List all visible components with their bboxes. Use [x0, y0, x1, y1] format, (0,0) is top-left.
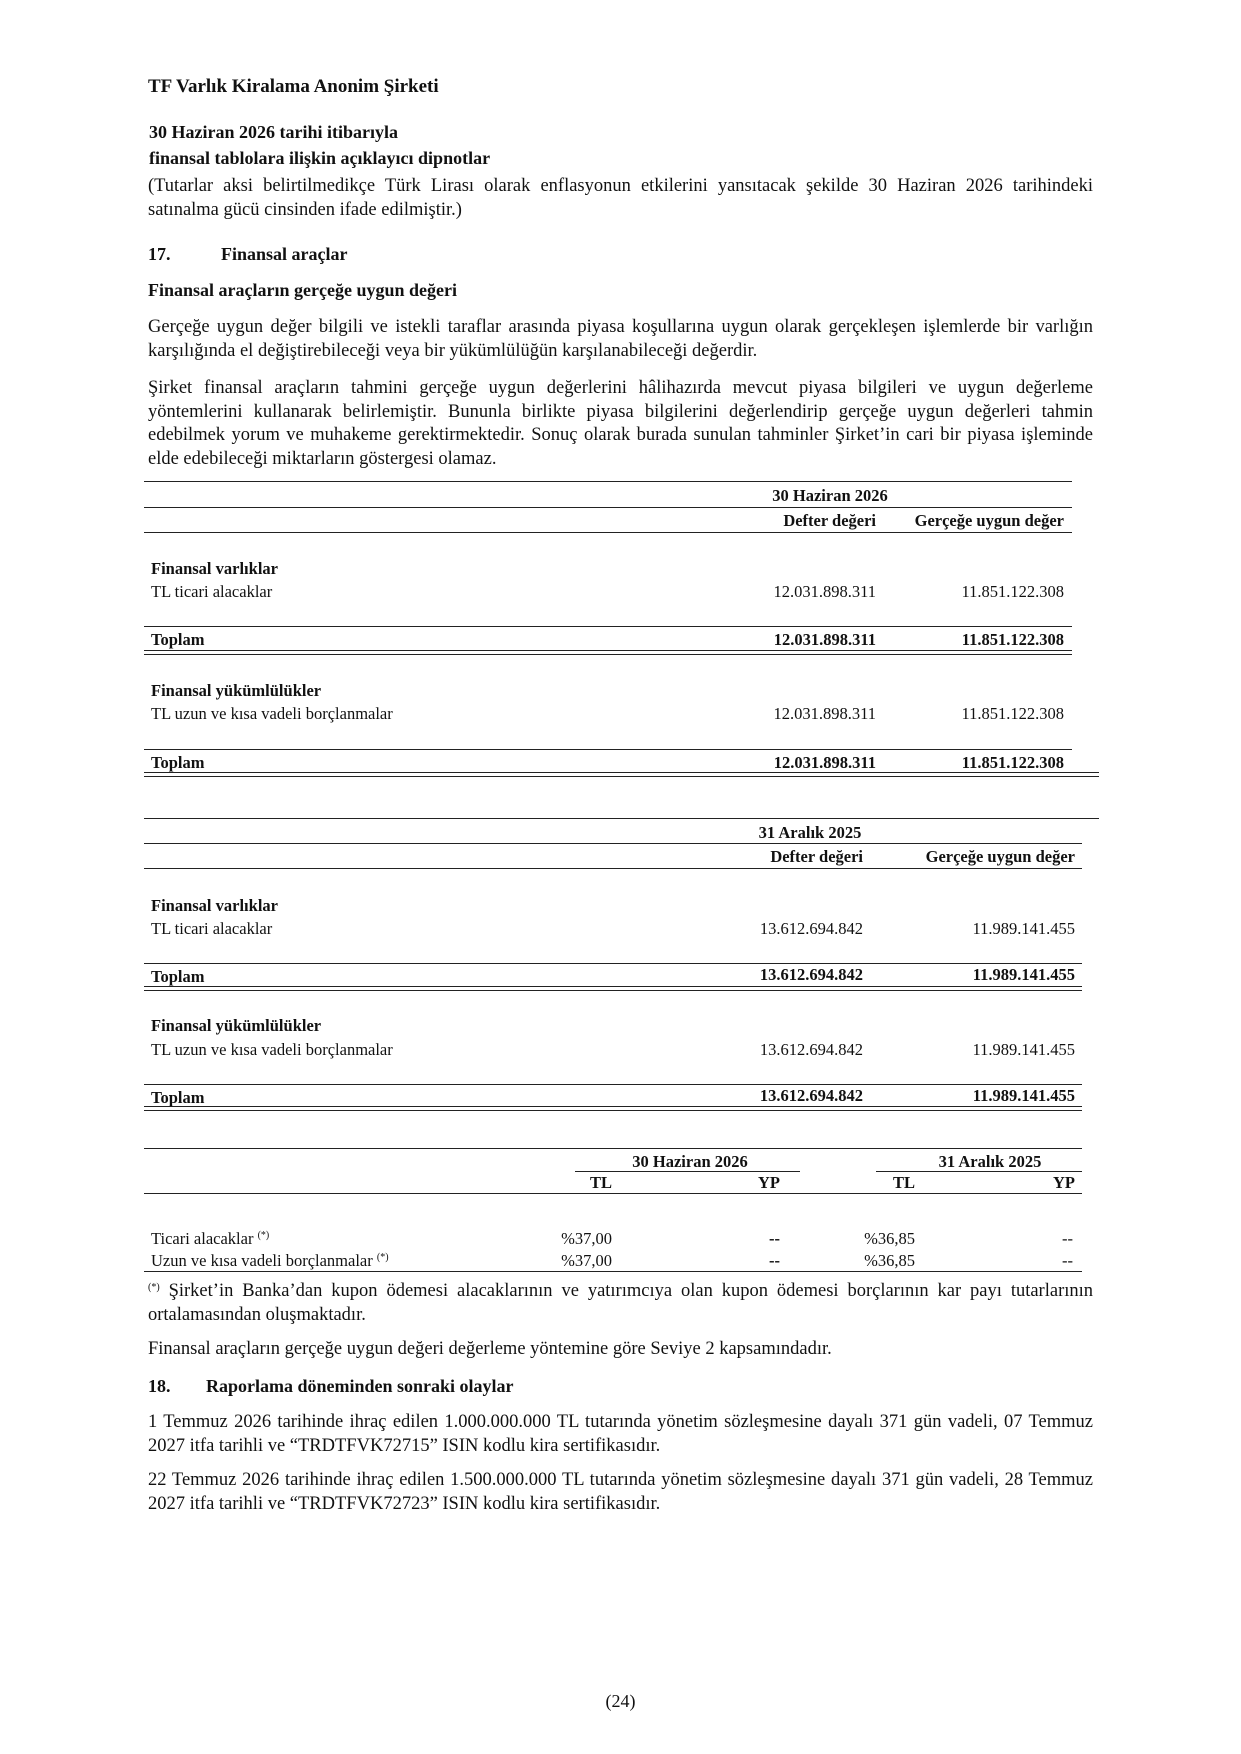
page-number: (24) [605, 1691, 636, 1711]
fair-value-level-note: Finansal araçların gerçeğe uygun değeri değerleme yöntemine göre Seviye 2 kapsamındadır. [148, 1339, 832, 1359]
subsequent-event-1: 1 Temmuz 2026 tarihinde ihraç edilen 1.000.000.000 TL tutarında yönetim sözleşmesine dayalı 371 gün vadeli, 07 Temmuz 2027 itfa tarihli ve “TRDTFVK72715” ISIN kodlu kira sertifikasıdır. [148, 1412, 1093, 1456]
table1-col-fair-value: Gerçeğe uygun değer [914, 511, 1064, 530]
table2-period: 31 Aralık 2025 [758, 823, 862, 842]
subsequent-event-2: 22 Temmuz 2026 tarihinde ihraç edilen 1.500.000.000 TL tutarında yönetim sözleşmesine dayalı 371 gün vadeli, 28 Temmuz 2027 itfa tarihli ve “TRDTFVK72723” ISIN kodlu kira sertifikasıdır. [148, 1470, 1093, 1514]
table1-assets-label: TL ticari alacaklar [151, 582, 273, 601]
table1-liab-total-fair: 11.851.122.308 [961, 753, 1064, 772]
table2-assets-title: Finansal varlıklar [151, 896, 278, 915]
table1-liab-total-book: 12.031.898.311 [773, 753, 876, 772]
table1-assets-title: Finansal varlıklar [151, 559, 278, 578]
table3-row-borrowings-tl-2026: %37,00 [561, 1251, 612, 1270]
table3-row-borrowings-label: Uzun ve kısa vadeli borçlanmalar (*) [151, 1251, 389, 1270]
company-name: TF Varlık Kiralama Anonim Şirketi [148, 76, 439, 97]
table3-tl-2025: TL [892, 1173, 915, 1192]
table3-tl-2026: TL [589, 1173, 612, 1192]
table2-liab-total-label: Toplam [151, 1088, 205, 1107]
fair-value-subheading: Finansal araçların gerçeğe uygun değeri [148, 280, 457, 300]
table2-assets-fair: 11.989.141.455 [972, 919, 1075, 938]
table3-row-receivables-yp-2025: -- [1062, 1229, 1073, 1248]
table2-assets-book: 13.612.694.842 [759, 919, 863, 938]
table1-assets-total-book: 12.031.898.311 [773, 630, 876, 649]
table3-period-2026: 30 Haziran 2026 [632, 1152, 748, 1171]
currency-note: (Tutarlar aksi belirtilmedikçe Türk Lirası olarak enflasyonun etkilerini yansıtacak şekilde 30 Haziran 2026 tarihindeki satınalma gücü cinsinden ifade edilmiştir.) [148, 176, 1093, 220]
table2-assets-total-book: 13.612.694.842 [759, 965, 863, 984]
report-subtitle: finansal tablolara ilişkin açıklayıcı dipnotlar [149, 148, 491, 168]
table3-row-borrowings-yp-2025: -- [1062, 1251, 1073, 1270]
table3-row-borrowings-tl-2025: %36,85 [864, 1251, 915, 1270]
table2-liab-total-book: 13.612.694.842 [759, 1086, 863, 1105]
table3-row-receivables-yp-2026: -- [769, 1229, 780, 1248]
section-17-number: 17. [148, 244, 171, 264]
table1-assets-total-label: Toplam [151, 630, 205, 649]
section-18-number: 18. [148, 1376, 171, 1396]
table3-yp-2026: YP [758, 1173, 780, 1192]
table1-liab-total-label: Toplam [151, 753, 205, 772]
table3-row-receivables-tl-2026: %37,00 [561, 1229, 612, 1248]
table2-liab-label: TL uzun ve kısa vadeli borçlanmalar [151, 1040, 393, 1059]
table3-period-2025: 31 Aralık 2025 [938, 1152, 1042, 1171]
table1-liab-title: Finansal yükümlülükler [151, 681, 322, 700]
table1-assets-fair: 11.851.122.308 [961, 582, 1064, 601]
table2-liab-book: 13.612.694.842 [759, 1040, 863, 1059]
section-18-title: Raporlama döneminden sonraki olaylar [206, 1376, 514, 1396]
table3-row-receivables-tl-2025: %36,85 [864, 1229, 915, 1248]
table1-col-book-value: Defter değeri [783, 511, 876, 530]
fair-value-methodology: Şirket finansal araçların tahmini gerçeğe uygun değerlerini hâlihazırda mevcut piyasa bilgileri ve uygun değerleme yöntemlerini kullanarak belirlemiştir. Bununla birlikte piyasa bilgilerini değerlendirip gerçeğe uygun değerleri tahmin edebilmek yorum ve muhakeme gerektirmektedir. Sonuç olarak burada sunulan tahminler Şirket’in cari bir piyasa işleminde elde edebileceği miktarların göstergesi olamaz. [148, 378, 1093, 469]
table3-yp-2025: YP [1053, 1173, 1075, 1192]
table3-row-receivables-label: Ticari alacaklar (*) [151, 1229, 270, 1248]
table3-row-borrowings-yp-2026: -- [769, 1251, 780, 1270]
table1-assets-book: 12.031.898.311 [773, 582, 876, 601]
table2-assets-total-label: Toplam [151, 967, 205, 986]
table2-col-fair-value: Gerçeğe uygun değer [925, 847, 1075, 866]
table2-assets-total-fair: 11.989.141.455 [972, 965, 1075, 984]
table1-liab-book: 12.031.898.311 [773, 704, 876, 723]
table2-liab-fair: 11.989.141.455 [972, 1040, 1075, 1059]
rate-footnote: (*) Şirket’in Banka’dan kupon ödemesi alacaklarının ve yatırımcıya olan kupon ödemesi borçlarının kar payı tutarlarının ortalamasından oluşmaktadır. [148, 1281, 1094, 1325]
table2-assets-label: TL ticari alacaklar [151, 919, 273, 938]
table2-liab-title: Finansal yükümlülükler [151, 1016, 322, 1035]
fair-value-definition: Gerçeğe uygun değer bilgili ve istekli taraflar arasında piyasa koşullarına uygun olarak gerçekleşen işlemlerde bir varlığın karşılığında el değiştirebileceği veya bir yükümlülüğün karşılanabileceği değerdir. [148, 317, 1093, 361]
table2-col-book-value: Defter değeri [770, 847, 863, 866]
table1-liab-fair: 11.851.122.308 [961, 704, 1064, 723]
report-date-heading: 30 Haziran 2026 tarihi itibarıyla [149, 122, 398, 142]
section-17-title: Finansal araçlar [221, 244, 348, 264]
table1-liab-label: TL uzun ve kısa vadeli borçlanmalar [151, 704, 393, 723]
table1-period: 30 Haziran 2026 [772, 486, 888, 505]
table2-liab-total-fair: 11.989.141.455 [972, 1086, 1075, 1105]
table1-assets-total-fair: 11.851.122.308 [961, 630, 1064, 649]
